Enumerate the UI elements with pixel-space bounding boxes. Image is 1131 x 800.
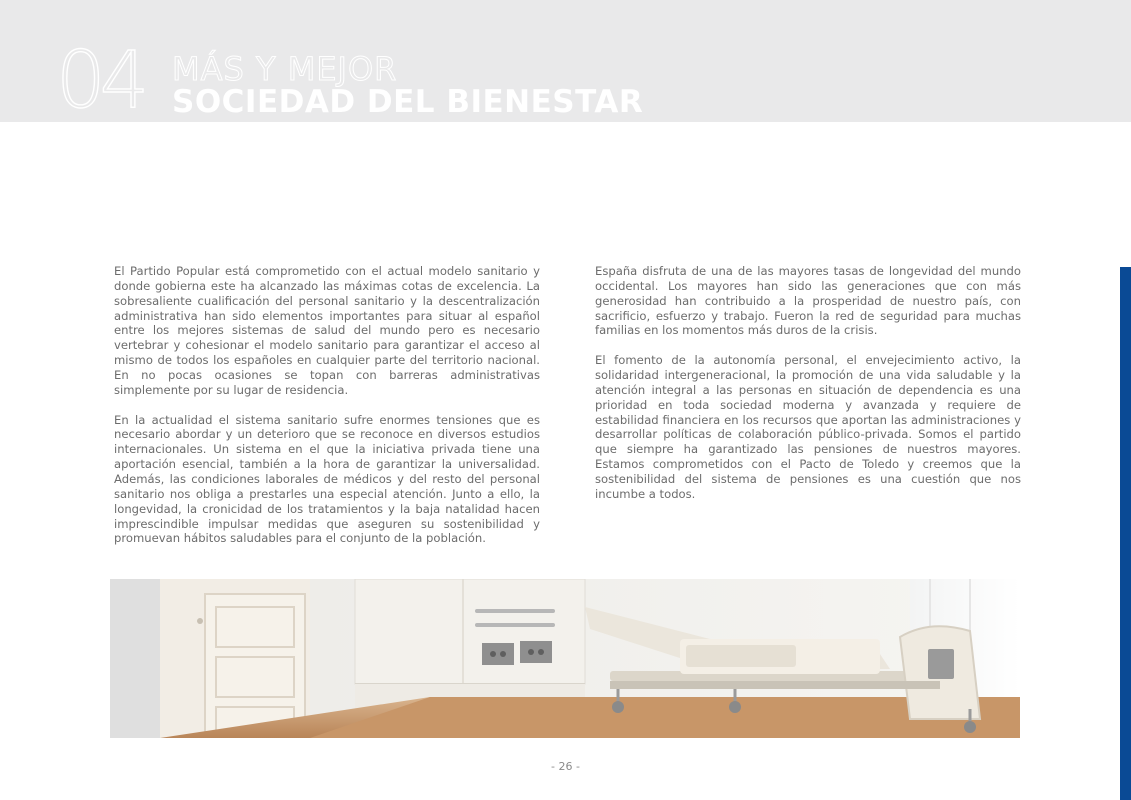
paragraph: España disfruta de una de las mayores tasas de longevidad del mundo occidental. Los mayores han sido las generaciones que con más generosidad han contribuido a la prosperidad de nuestro país, con sacrificio, esfuerzo y trabajo. Fueron la red de seguridad para muchas familias en los momentos más duros de la crisis. — [595, 264, 1021, 338]
paragraph: En la actualidad el sistema sanitario sufre enormes tensiones que es necesario abordar y un deterioro que se reconoce en diversos estudios internacionales. Un sistema en el que la iniciativa privada tiene una aportación esencial, también a la hora de garantizar la universalidad. Además, las condiciones laborales de médicos y del resto del personal sanitario nos obliga a prestarles una especial atención. Junto a ello, la longevidad, la cronicidad de los tratamientos y la baja natalidad hacen imprescindible impulsar medidas que aseguren su sostenibilidad y promuevan hábitos saludables para el conjunto de la población. — [114, 412, 540, 546]
paragraph: El Partido Popular está comprometido con el actual modelo sanitario y donde gobierna este ha alcanzado las máximas cotas de excelencia. La sobresaliente cualificación del personal sanitario y la descentralización administrativa han sido elementos importantes para situar al español entre los mejores sistemas de salud del mundo pero es necesario vertebrar y cohesionar el modelo sanitario para garantizar el acceso al mismo de todos los españoles en cualquier parte del territorio nacional. En no pocas ocasiones se topan con barreras administrativas simplemente por su lugar de residencia. — [114, 264, 540, 397]
page-number: - 26 - — [551, 760, 580, 773]
left-text-column — [114, 264, 540, 561]
accent-side-bar — [1120, 267, 1131, 800]
chapter-number: 04 — [56, 36, 144, 126]
right-text-column — [595, 264, 1021, 517]
chapter-header — [0, 0, 1131, 126]
chapter-title-bold: SOCIEDAD DEL BIENESTAR — [172, 84, 644, 120]
paragraph: El fomento de la autonomía personal, el envejecimiento activo, la solidaridad intergeneracional, la promoción de una vida saludable y la atención integral a las personas en situación de dependencia es una prioridad en toda sociedad moderna y avanzada y requiere de estabilidad financiera en los recursos que aportan las administraciones y desarrollar políticas de colaboración público-privada. Somos el partido que siempre ha garantizado las pensiones de nuestros mayores. Estamos comprometidos con el Pacto de Toledo y creemos que la sostenibilidad del sistema de pensiones es una cuestión que nos incumbe a todos. — [595, 353, 1021, 501]
hospital-room-photo — [110, 579, 1020, 738]
chapter-title-light: MÁS Y MEJOR — [172, 50, 398, 88]
